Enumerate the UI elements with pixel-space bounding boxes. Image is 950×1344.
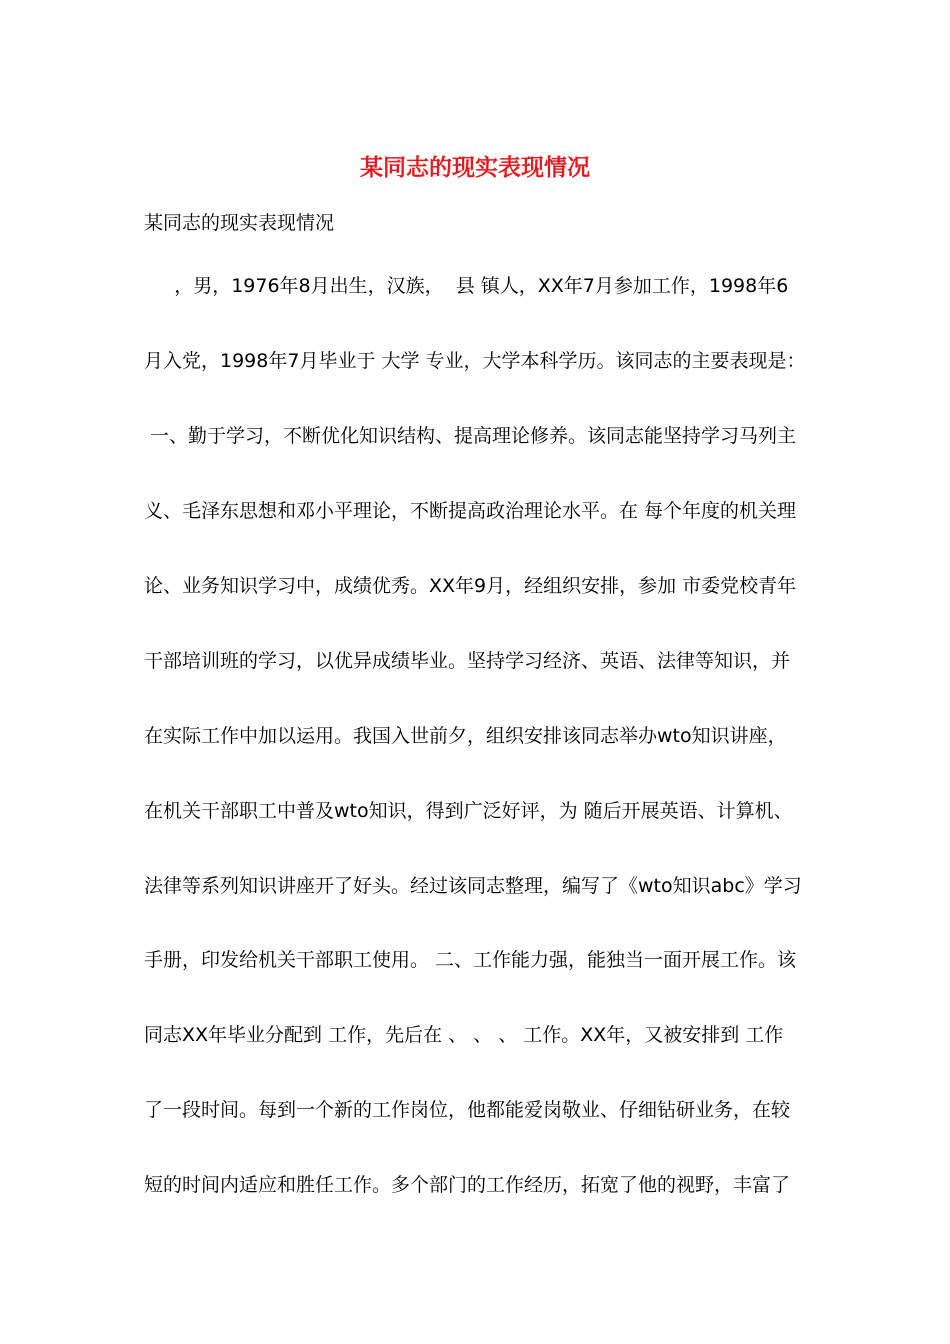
document-title: 某同志的现实表现情况: [360, 154, 590, 181]
body-line: 法律等系列知识讲座开了好头。经过该同志整理，编写了《wto知识abc》学习: [144, 875, 802, 897]
body-line: 干部培训班的学习，以优异成绩毕业。坚持学习经济、英语、法律等知识，并: [144, 650, 791, 672]
body-line: 在机关干部职工中普及wto知识，得到广泛好评，为 随后开展英语、计算机、: [144, 800, 793, 822]
body-line: 义、毛泽东思想和邓小平理论，不断提高政治理论水平。在 每个年度的机关理: [144, 500, 797, 522]
body-line: 在实际工作中加以运用。我国入世前夕，组织安排该同志举办wto知识讲座，: [144, 725, 787, 747]
body-line: 月入党，1998年7月毕业于 大学 专业，大学本科学历。该同志的主要表现是：: [144, 350, 806, 372]
document-subtitle: 某同志的现实表现情况: [144, 212, 335, 234]
body-line: 了一段时间。每到一个新的工作岗位，他都能爱岗敬业、仔细钻研业务，在较: [144, 1099, 791, 1121]
body-line: ，男，1976年8月出生，汉族， 县 镇人，XX年7月参加工作，1998年6: [144, 275, 789, 297]
body-line: 一、勤于学习，不断优化知识结构、提高理论修养。该同志能坚持学习马列主: [144, 425, 797, 447]
body-line: 短的时间内适应和胜任工作。多个部门的工作经历，拓宽了他的视野，丰富了: [144, 1174, 791, 1196]
body-line: 同志XX年毕业分配到 工作，先后在 、 、 、 工作。XX年，又被安排到 工作: [144, 1024, 784, 1046]
body-line: 手册，印发给机关干部职工使用。 二、工作能力强，能独当一面开展工作。该: [144, 949, 797, 971]
body-line: 论、业务知识学习中，成绩优秀。XX年9月，经组织安排，参加 市委党校青年: [144, 575, 797, 597]
